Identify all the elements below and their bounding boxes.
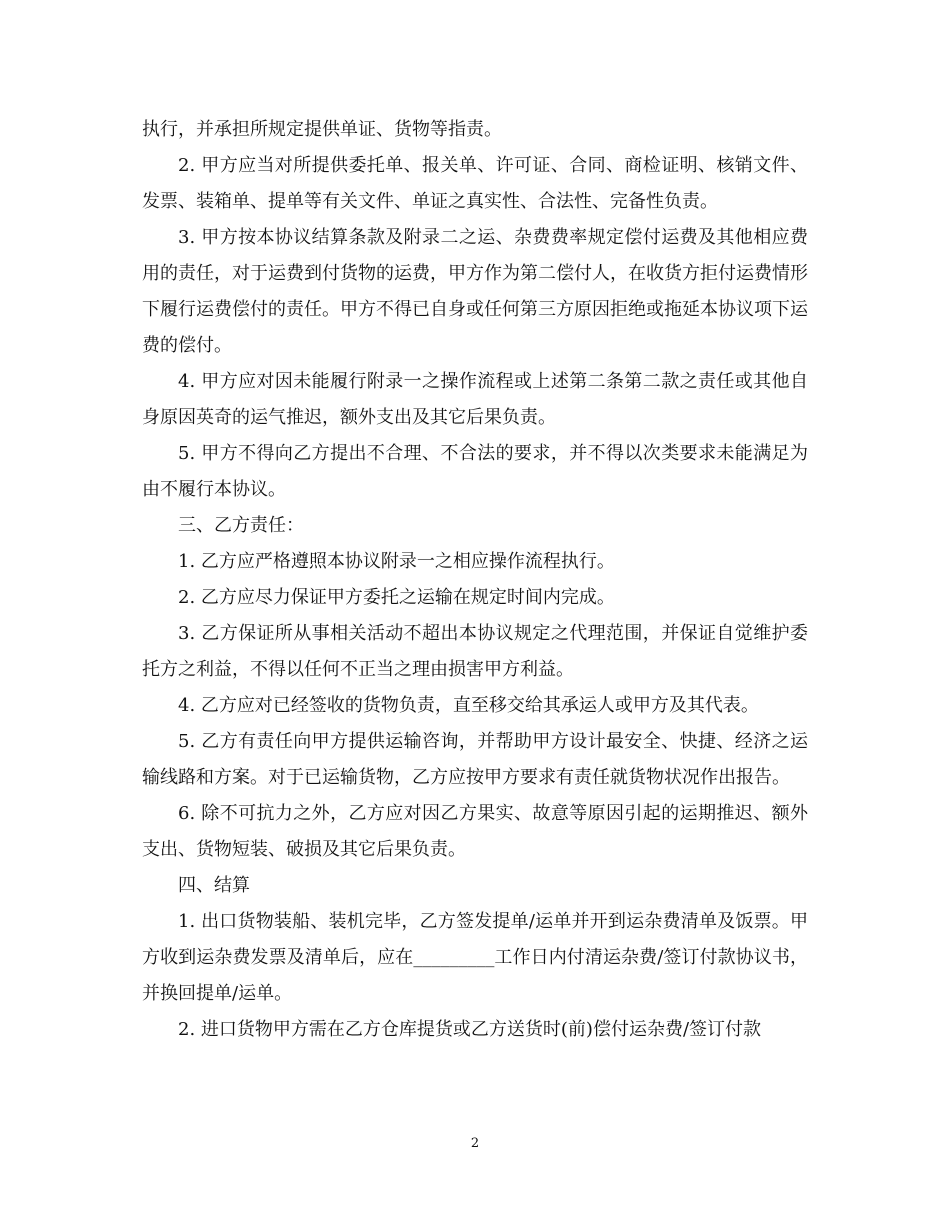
paragraph-settlement-item-1: 1. 出口货物装船、装机完毕，乙方签发提单/运单并开到运杂费清单及饭票。甲方收到运杂费发票及清单后，应在_________工作日内付清运杂费/签订付款协议书，并换回提单/运单。 xyxy=(142,911,808,1004)
section-heading-settlement: 四、结算 xyxy=(178,875,250,896)
paragraph-party-b-item-3: 3. 乙方保证所从事相关活动不超出本协议规定之代理范围，并保证自觉维护委托方之利益，不得以任何不正当之理由损害甲方利益。 xyxy=(142,623,808,680)
page-number: 2 xyxy=(470,1136,480,1151)
document-body xyxy=(142,112,808,1048)
section-heading-party-b-responsibility: 三、乙方责任： xyxy=(178,515,304,536)
paragraph-party-a-item-4: 4. 甲方应对因未能履行附录一之操作流程或上述第二条第二款之责任或其他自身原因英奇的运气推迟，额外支出及其它后果负责。 xyxy=(142,371,808,428)
paragraph-party-b-item-2: 2. 乙方应尽力保证甲方委托之运输在规定时间内完成。 xyxy=(178,587,615,608)
paragraph-party-a-item-2: 2. 甲方应当对所提供委托单、报关单、许可证、合同、商检证明、核销文件、发票、装箱单、提单等有关文件、单证之真实性、合法性、完备性负责。 xyxy=(142,155,808,212)
paragraph-party-b-item-1: 1. 乙方应严格遵照本协议附录一之相应操作流程执行。 xyxy=(178,551,615,572)
paragraph-party-a-item-3: 3. 甲方按本协议结算条款及附录二之运、杂费费率规定偿付运费及其他相应费用的责任，对于运费到付货物的运费，甲方作为第二偿付人，在收货方拒付运费情形下履行运费偿付的责任。甲方不得已自身或任何第三方原因拒绝或拖延本协议项下运费的偿付。 xyxy=(142,227,808,356)
paragraph-party-b-item-6: 6. 除不可抗力之外，乙方应对因乙方果实、故意等原因引起的运期推迟、额外支出、货物短装、破损及其它后果负责。 xyxy=(142,803,808,860)
paragraph-party-a-item-5: 5. 甲方不得向乙方提出不合理、不合法的要求，并不得以次类要求未能满足为由不履行本协议。 xyxy=(142,443,808,500)
paragraph-party-b-item-5: 5. 乙方有责任向甲方提供运输咨询，并帮助甲方设计最安全、快捷、经济之运输线路和方案。对于已运输货物，乙方应按甲方要求有责任就货物状况作出报告。 xyxy=(142,731,808,788)
paragraph-party-b-item-4: 4. 乙方应对已经签收的货物负责，直至移交给其承运人或甲方及其代表。 xyxy=(178,695,759,716)
paragraph-continuation: 执行，并承担所规定提供单证、货物等指责。 xyxy=(142,119,502,140)
paragraph-settlement-item-2: 2. 进口货物甲方需在乙方仓库提货或乙方送货时(前)偿付运杂费/签订付款 xyxy=(178,1019,762,1040)
